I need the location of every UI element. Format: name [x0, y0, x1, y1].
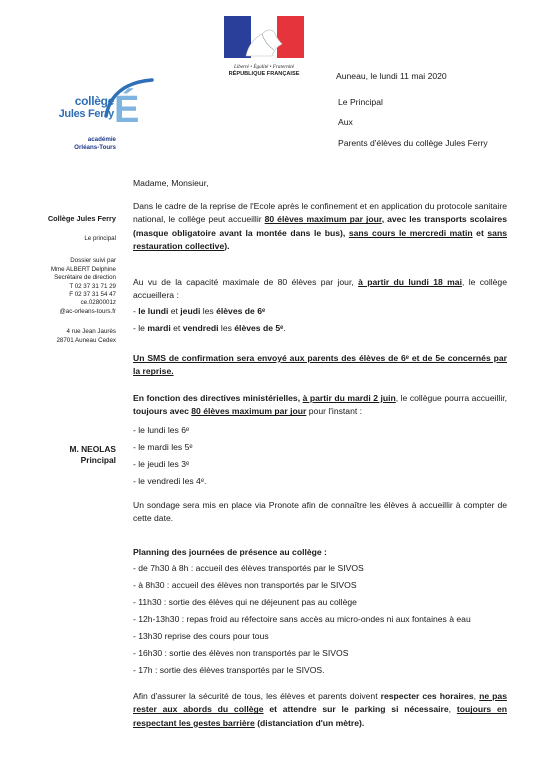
text-bold: élèves de 5ᵉ — [234, 323, 284, 333]
letter-from: Le Principal — [338, 97, 383, 107]
salutation: Madame, Monsieur, — [133, 178, 209, 188]
sidebar-school: Collège Jules Ferry — [47, 214, 116, 223]
college-logo-academy-city: Orléans-Tours — [74, 144, 116, 151]
text: - — [133, 306, 139, 316]
signer-title: Principal — [80, 455, 116, 465]
planning-item: - 17h : sortie des élèves transportés par le SIVOS. — [133, 665, 325, 675]
text: - le — [133, 323, 148, 333]
text-bold: à partir du lundi 18 mai — [358, 277, 462, 287]
paragraph-closing — [133, 690, 507, 730]
sidebar-contact-line: @ac-orleans-tours.fr — [59, 307, 116, 315]
text: les — [200, 306, 217, 316]
text-bold: et attendre sur le parking si nécessaire — [263, 704, 449, 715]
signer-block — [20, 444, 116, 466]
planning-item: - 12h-13h30 : repas froid au réfectoire sans accès au micro-ondes ni aux fontaines à eau — [133, 614, 471, 624]
list-item: - le mardi les 5ᵉ — [133, 442, 193, 452]
text: Afin d'assurer la sécurité de tous, les élèves et parents doivent — [133, 691, 381, 701]
college-logo — [58, 78, 176, 158]
sidebar-contact-line: Secrétaire de direction — [54, 274, 116, 282]
letter-date: Auneau, le lundi 11 mai 2020 — [336, 71, 447, 81]
text: , le collège accueillera : — [133, 277, 507, 301]
text-bold: à partir du mardi 2 juin — [302, 393, 396, 403]
text: , — [448, 704, 457, 715]
text: , — [473, 691, 480, 701]
text-bold: le lundi — [138, 306, 169, 316]
letter-recipients: Parents d'élèves du collège Jules Ferry — [338, 138, 488, 148]
paragraph-capacity — [133, 276, 507, 303]
text-bold: (distanciation d'un mètre). — [254, 717, 365, 728]
planning-item: - 13h30 reprise des cours pour tous — [133, 631, 269, 641]
sidebar-contact — [20, 257, 116, 316]
marianne-motto: Liberté • Égalité • Fraternité — [233, 64, 295, 70]
text-bold: 80 élèves maximum par jour — [264, 214, 382, 225]
text-bold: mardi — [147, 323, 171, 333]
planning-item: - 16h30 : sortie des élèves non transportés par le SIVOS — [133, 648, 349, 658]
sidebar-address — [20, 328, 116, 345]
text: et — [168, 306, 181, 316]
text: , le collègue pourra accueillir, — [395, 393, 508, 403]
text: ). — [224, 241, 230, 252]
text: et — [472, 227, 488, 238]
text-bold: respecter ces horaires — [380, 691, 474, 701]
planning-item: - 11h30 : sortie des élèves qui ne déjeunent pas au collège — [133, 597, 357, 607]
text-bold: , avec les transports scolaires (masque obligatoire avant la montée dans le bus) — [133, 214, 507, 238]
text-bold: jeudi — [180, 306, 201, 316]
text-bold: toujours avec — [133, 406, 192, 417]
sidebar-contact-line: Mme ALBERT Delphine — [50, 265, 116, 273]
planning-item: - de 7h30 à 8h : accueil des élèves transportés par le SIVOS — [133, 563, 364, 573]
list-item: - le vendredi les 4ᵉ. — [133, 476, 207, 486]
sidebar-address-line: 28701 Auneau Cedex — [56, 336, 116, 344]
sidebar-contact-line: T 02 37 31 71 29 — [69, 282, 116, 290]
text: Dans le cadre de la reprise de l'Ecole après le confinement et en application du protocole sanitaire national, le collège peut accueillir — [133, 201, 507, 225]
sidebar-contact-line: Dossier suivi par — [70, 257, 116, 265]
college-logo-line1: collège — [74, 94, 114, 108]
marianne-republic: RÉPUBLIQUE FRANÇAISE — [228, 71, 300, 77]
list-item — [133, 322, 286, 335]
college-logo-academy: académie — [87, 136, 116, 143]
text: les — [218, 323, 235, 333]
sidebar — [20, 214, 116, 345]
text-bold: élèves de 6ᵉ — [216, 306, 266, 316]
sidebar-contact-line: ce.0280001z — [80, 299, 116, 307]
text-bold: ne pas rester aux abords du collège — [133, 691, 507, 715]
sidebar-address-line: 4 rue Jean Jaurès — [66, 328, 116, 336]
text-bold: toujours en respectant les gestes barrière — [133, 704, 507, 728]
text: et — [170, 323, 183, 333]
text: , — [342, 227, 349, 238]
text-bold: vendredi — [182, 323, 219, 333]
college-logo-line2: Jules Ferry — [58, 108, 114, 120]
list-item: - le jeudi les 3ᵉ — [133, 459, 190, 469]
paragraph-intro — [133, 200, 507, 254]
text-bold: sans restauration collective — [133, 227, 507, 252]
sidebar-contact-line: F 02 37 31 54 47 — [69, 291, 116, 299]
marianne-flag-icon — [224, 16, 304, 58]
letter-to: Aux — [338, 117, 353, 127]
sidebar-role: Le principal — [84, 235, 116, 242]
paragraph-june — [133, 392, 507, 419]
list-item: - le lundi les 6ᵉ — [133, 425, 190, 435]
text: . — [283, 323, 286, 333]
signer-name: M. NEOLAS — [69, 444, 116, 454]
text: pour l'instant : — [306, 406, 363, 417]
paragraph-survey: Un sondage sera mis en place via Pronote afin de connaître les élèves à accueillir à compter de cette date. — [133, 500, 507, 524]
marianne-logo — [224, 16, 304, 76]
sms-notice: Un SMS de confirmation sera envoyé aux parents des élèves de 6ᵉ et de 5e concernés par la reprise. — [133, 353, 507, 377]
text-bold: 80 élèves maximum par jour — [191, 406, 307, 417]
text-bold: En fonction des directives ministérielles, — [133, 393, 303, 403]
text: Au vu de la capacité maximale de 80 élèves par jour, — [133, 277, 359, 287]
planning-title: Planning des journées de présence au collège : — [133, 547, 327, 557]
text-bold: sans cours le mercredi matin — [348, 227, 473, 238]
planning-item: - à 8h30 : accueil des élèves non transportés par le SIVOS — [133, 580, 357, 590]
college-logo-letter: É — [114, 89, 140, 131]
list-item — [133, 305, 265, 318]
